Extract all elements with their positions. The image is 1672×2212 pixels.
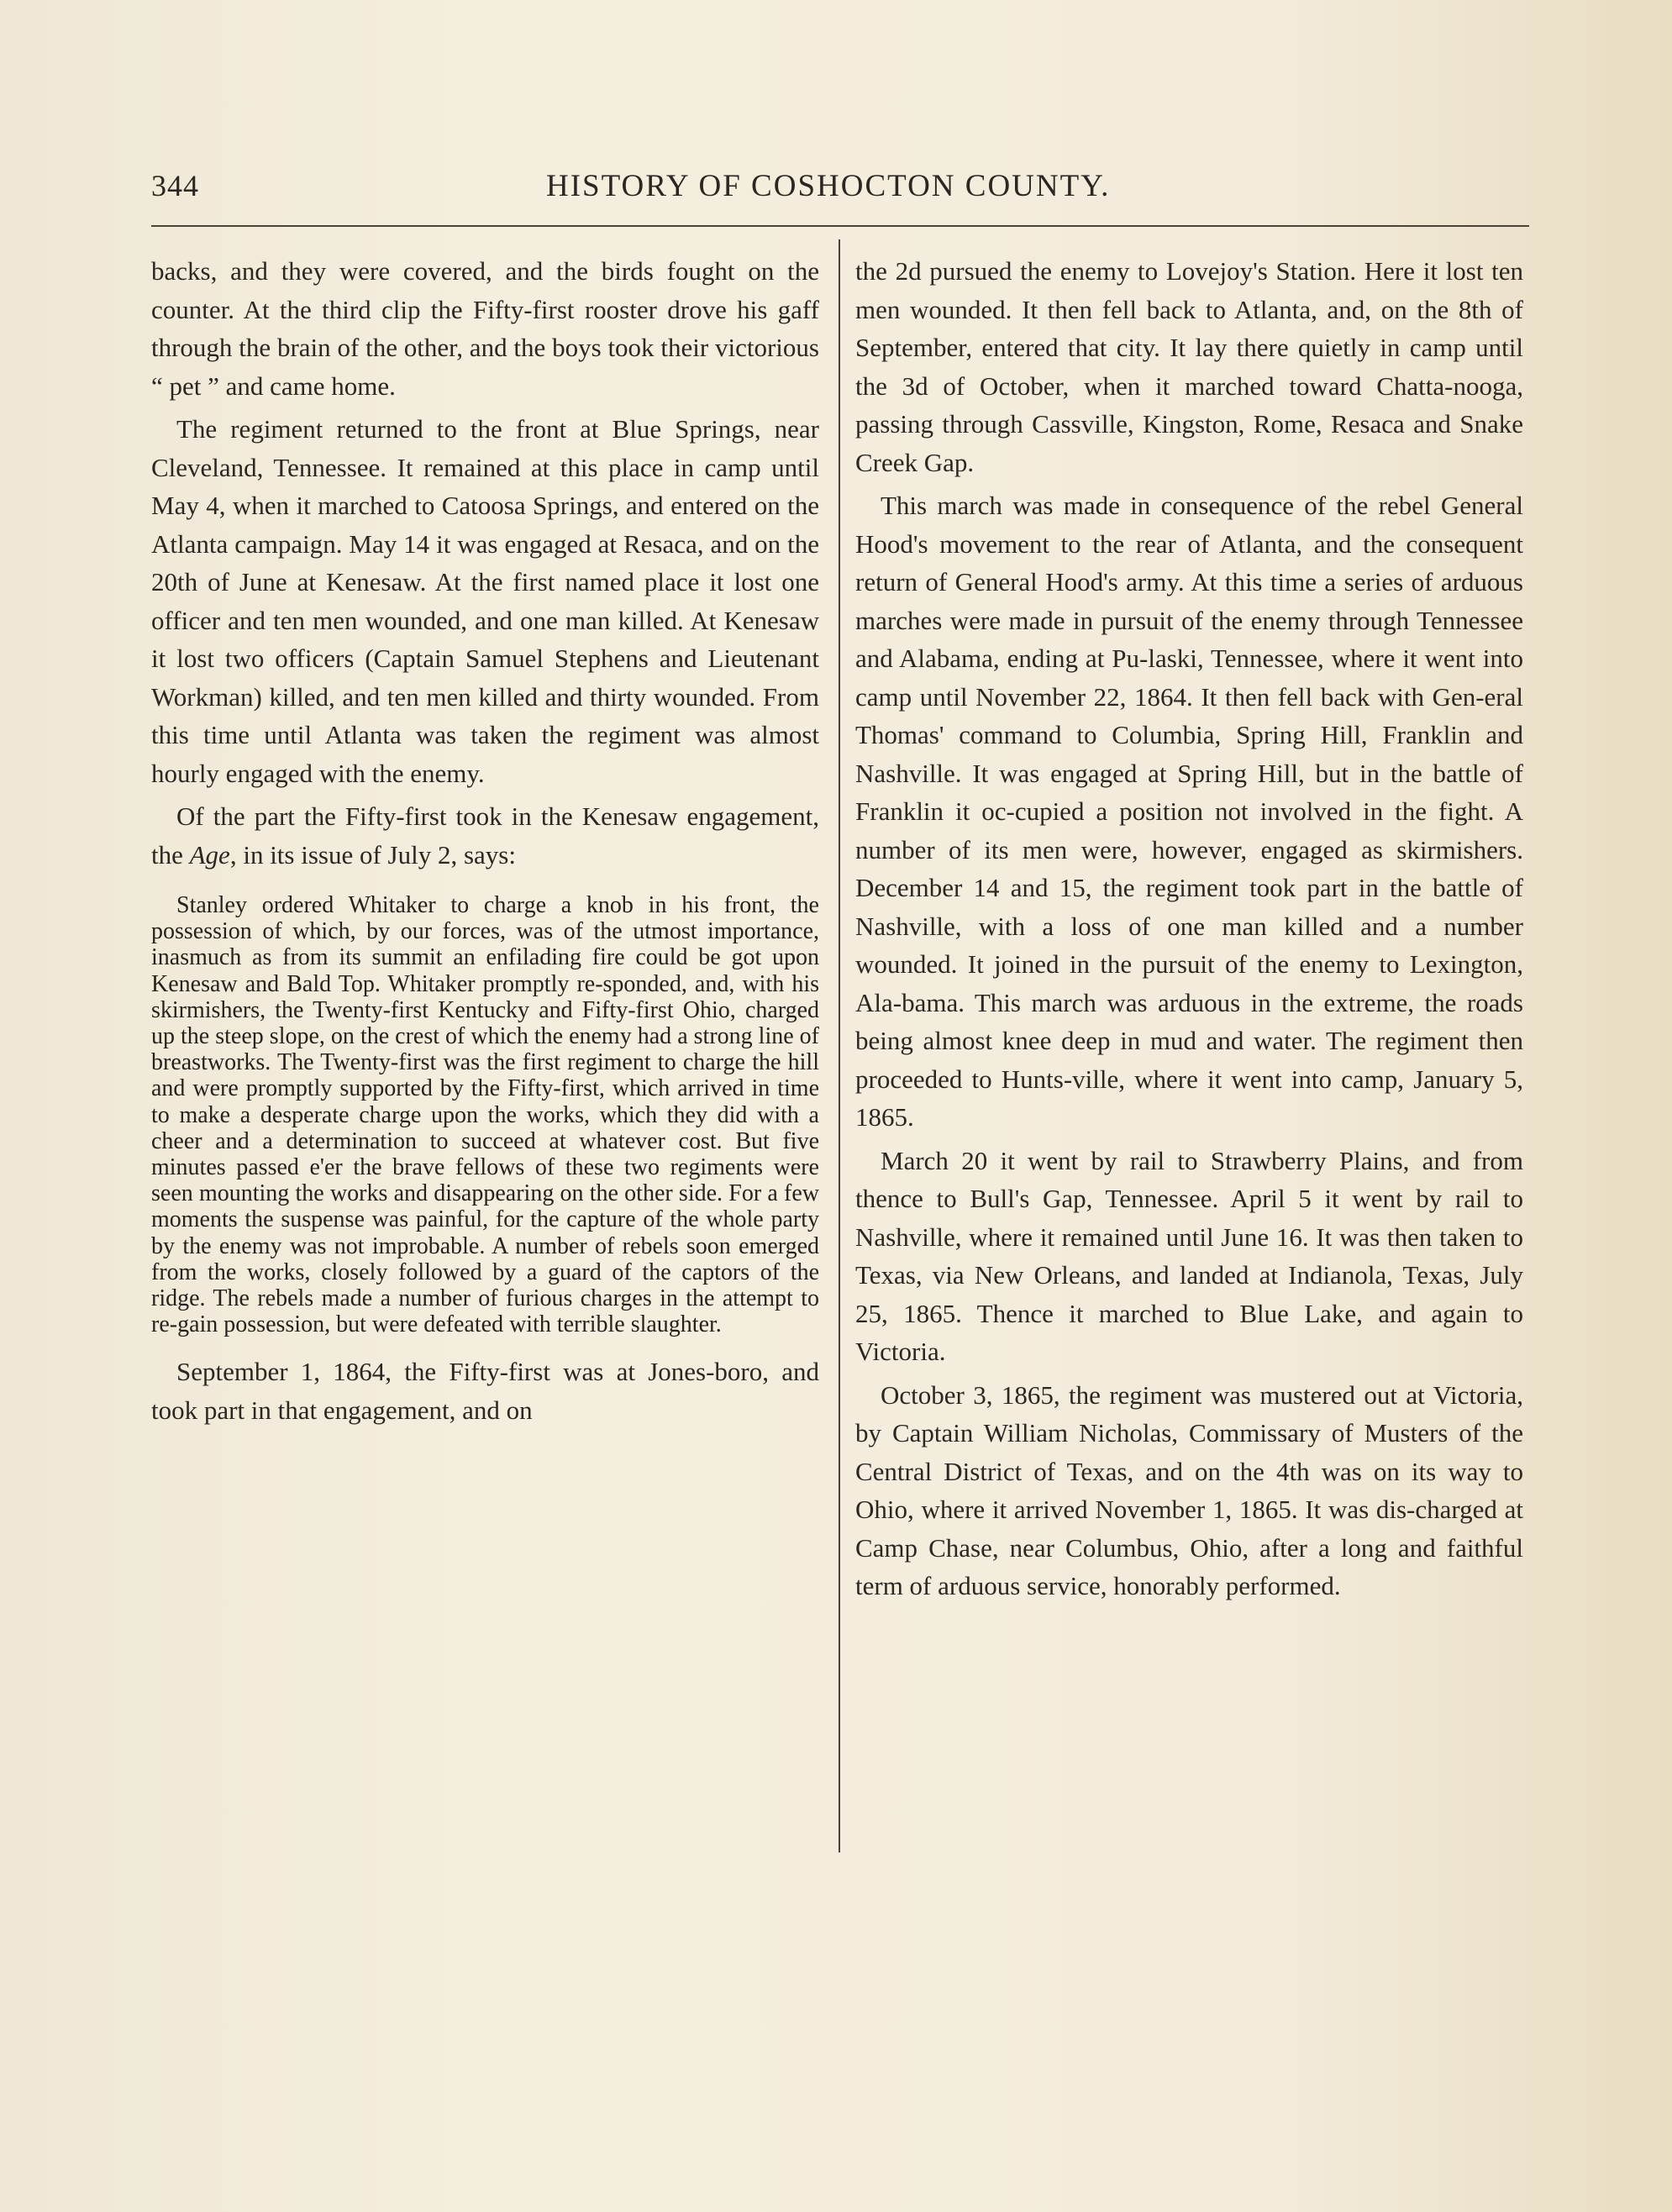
- left-paragraph-3-lead: Of the part the Fifty-first took in the Kenesaw engagement, the: [151, 801, 819, 870]
- right-paragraph-1: the 2d pursued the enemy to Lovejoy's Station. Here it lost ten men wounded. It then fell back to Atlanta, and, on the 8th of September, entered that city. It lay there quietly in camp until the 3d of October, when it marched toward Chatta-nooga, passing through Cassville, Kingston, Rome, Resaca and Snake Creek Gap.: [855, 256, 1523, 477]
- header-rule: [151, 225, 1529, 227]
- left-column: [151, 252, 819, 1429]
- right-paragraph-2: This march was made in consequence of the rebel General Hood's movement to the rear of Atlanta, and the consequent return of General Hood's army. At this time a series of arduous marches were made in pursuit of the enemy through Tennessee and Alabama, ending at Pu-laski, Tennessee, where it went into camp until November 22, 1864. It then fell back with Gen-eral Thomas' command to Columbia, Spring Hill, Franklin and Nashville. It was engaged at Spring Hill, but in the battle of Franklin it oc-cupied a position not involved in the fight. A number of its men were, however, engaged as skirmishers. December 14 and 15, the regiment took part in the battle of Nashville, with a loss of one man killed and a number wounded. It joined in the pursuit of the enemy to Lexington, Ala-bama. This march was arduous in the extreme, the roads being almost knee deep in mud and water. The regiment then proceeded to Hunts-ville, where it went into camp, January 5, 1865.: [855, 491, 1523, 1132]
- newspaper-title: Age: [189, 839, 230, 870]
- running-title: HISTORY OF COSHOCTON COUNTY.: [546, 169, 1111, 203]
- page-number: 344: [151, 169, 199, 202]
- right-paragraph-4: October 3, 1865, the regiment was mustered out at Victoria, by Captain William Nicholas, Commissary of Musters of the Central District of Texas, and on the 4th was on its way to Ohio, where it arrived November 1, 1865. It was dis-charged at Camp Chase, near Columbus, Ohio, after a long and faithful term of arduous service, honorably performed.: [855, 1379, 1523, 1600]
- left-paragraph-4: September 1, 1864, the Fifty-first was at Jones-boro, and took part in that engagement, and on: [151, 1357, 819, 1425]
- block-quote: Stanley ordered Whitaker to charge a knob in his front, the possession of which, by our forces, was of the utmost importance, inasmuch as from its summit an enfilading fire could be got upon Kenesaw and Bald Top. Whitaker promptly re-sponded, and, with his skirmishers, the Twenty-first Kentucky and Fifty-first Ohio, charged up the steep slope, on the crest of which the enemy had a strong line of breastworks. The Twenty-first was the first regiment to charge the hill and were promptly supported by the Fifty-first, which arrived in time to make a desperate charge upon the works, which they did with a cheer and a determination to succeed at whatever cost. But five minutes passed e'er the brave fellows of these two regiments were seen mounting the works and disappearing on the other side. For a few moments the suspense was painful, for the capture of the whole party by the enemy was not improbable. A number of rebels soon emerged from the works, closely followed by a guard of the captors of the ridge. The rebels made a number of furious charges in the attempt to re-gain possession, but were defeated with terrible slaughter.: [151, 892, 819, 1338]
- left-paragraph-1: backs, and they were covered, and the birds fought on the counter. At the third clip the Fifty-first rooster drove his gaff through the brain of the other, and the boys took their victorious “ pet ” and came home.: [151, 256, 819, 401]
- page-header: [151, 168, 1529, 218]
- left-paragraph-3: [151, 797, 819, 874]
- left-paragraph-2: The regiment returned to the front at Blue Springs, near Cleveland, Tennessee. It remained at this place in camp until May 4, when it marched to Catoosa Springs, and entered on the Atlanta campaign. May 14 it was engaged at Resaca, and on the 20th of June at Kenesaw. At the first named place it lost one officer and ten men wounded, and one man killed. At Kenesaw it lost two officers (Captain Samuel Stephens and Lieutenant Workman) killed, and ten men killed and thirty wounded. From this time until Atlanta was taken the regiment was almost hourly engaged with the enemy.: [151, 414, 819, 788]
- left-paragraph-3-tail: , in its issue of July 2, says:: [229, 839, 516, 870]
- right-paragraph-3: March 20 it went by rail to Strawberry Plains, and from thence to Bull's Gap, Tennessee. April 5 it went by rail to Nashville, where it remained until June 16. It was then taken to Texas, via New Orleans, and landed at Indianola, Texas, July 25, 1865. Thence it marched to Blue Lake, and again to Victoria.: [855, 1145, 1523, 1366]
- column-divider: [839, 239, 840, 1852]
- right-column: [855, 252, 1523, 1605]
